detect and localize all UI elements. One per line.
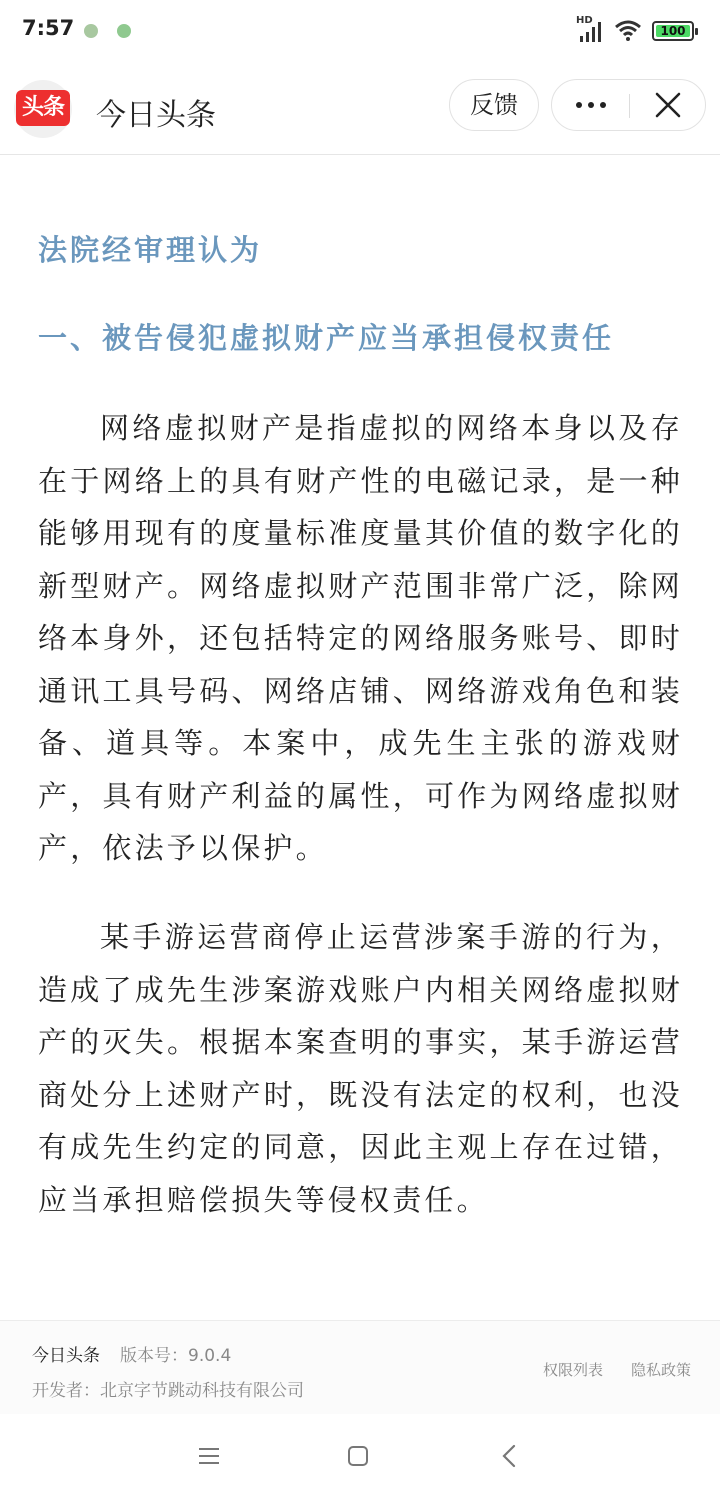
back-button[interactable] bbox=[479, 1436, 539, 1476]
status-bar bbox=[0, 0, 720, 62]
close-button[interactable] bbox=[630, 80, 705, 130]
signal-icon bbox=[576, 15, 604, 44]
music-icon bbox=[84, 24, 98, 38]
battery-icon bbox=[652, 21, 694, 41]
home-button[interactable] bbox=[328, 1436, 388, 1476]
chat-icon bbox=[117, 24, 131, 38]
status-time: 7:57 bbox=[22, 16, 75, 40]
footer-app-name: 今日头条 bbox=[32, 1346, 100, 1366]
article-paragraph: 网络虚拟财产是指虚拟的网络本身以及存在于网络上的具有财产性的电磁记录，是一种能够用现有的度量标准度量其价值的数字化的新型财产。网络虚拟财产范围非常广泛，除网络本身外，还包括特定的网络服务账号、即时通讯工具号码、网络店铺、网络游戏角色和装备、道具等。本案中，成先生主张的游戏财产，具有财产利益的属性，可作为网络虚拟财产，依法予以保护。 bbox=[38, 411, 683, 865]
article-paragraph: 某手游运营商停止运营涉案手游的行为，造成了成先生涉案游戏账户内相关网络虚拟财产的灭失。根据本案查明的事实，某手游运营商处分上述财产时，既没有法定的权利，也没有成先生约定的同意，因此主观上存在过错，应当承担赔偿损失等侵权责任。 bbox=[38, 920, 683, 1217]
article-heading: 法院经审理认为 bbox=[38, 233, 263, 267]
close-icon bbox=[655, 92, 681, 118]
logo-text: 头条 bbox=[16, 90, 70, 126]
feedback-button[interactable]: 反馈 bbox=[449, 79, 539, 131]
article-subheading: 一、被告侵犯虚拟财产应当承担侵权责任 bbox=[38, 321, 615, 355]
app-header bbox=[0, 62, 720, 155]
wifi-icon bbox=[614, 19, 642, 43]
network-label: HD bbox=[576, 15, 593, 26]
app-logo bbox=[14, 80, 72, 138]
app-info-footer bbox=[0, 1320, 720, 1415]
menu-button[interactable] bbox=[179, 1436, 239, 1476]
permissions-link[interactable]: 权限列表 bbox=[543, 1361, 604, 1379]
status-icons bbox=[576, 17, 694, 45]
footer-developer: 开发者：北京字节跳动科技有限公司 bbox=[32, 1381, 304, 1401]
more-button[interactable] bbox=[552, 80, 629, 130]
back-icon bbox=[499, 1443, 519, 1469]
footer-version: 版本号：9.0.4 bbox=[120, 1346, 232, 1366]
app-title: 今日头条 bbox=[96, 98, 216, 133]
menu-capsule bbox=[551, 79, 706, 131]
system-nav-bar bbox=[0, 1414, 720, 1499]
home-icon bbox=[346, 1444, 370, 1468]
menu-icon bbox=[197, 1446, 221, 1466]
more-icon bbox=[574, 101, 608, 109]
battery-level: 100 bbox=[660, 24, 686, 38]
privacy-link[interactable]: 隐私政策 bbox=[631, 1361, 692, 1379]
